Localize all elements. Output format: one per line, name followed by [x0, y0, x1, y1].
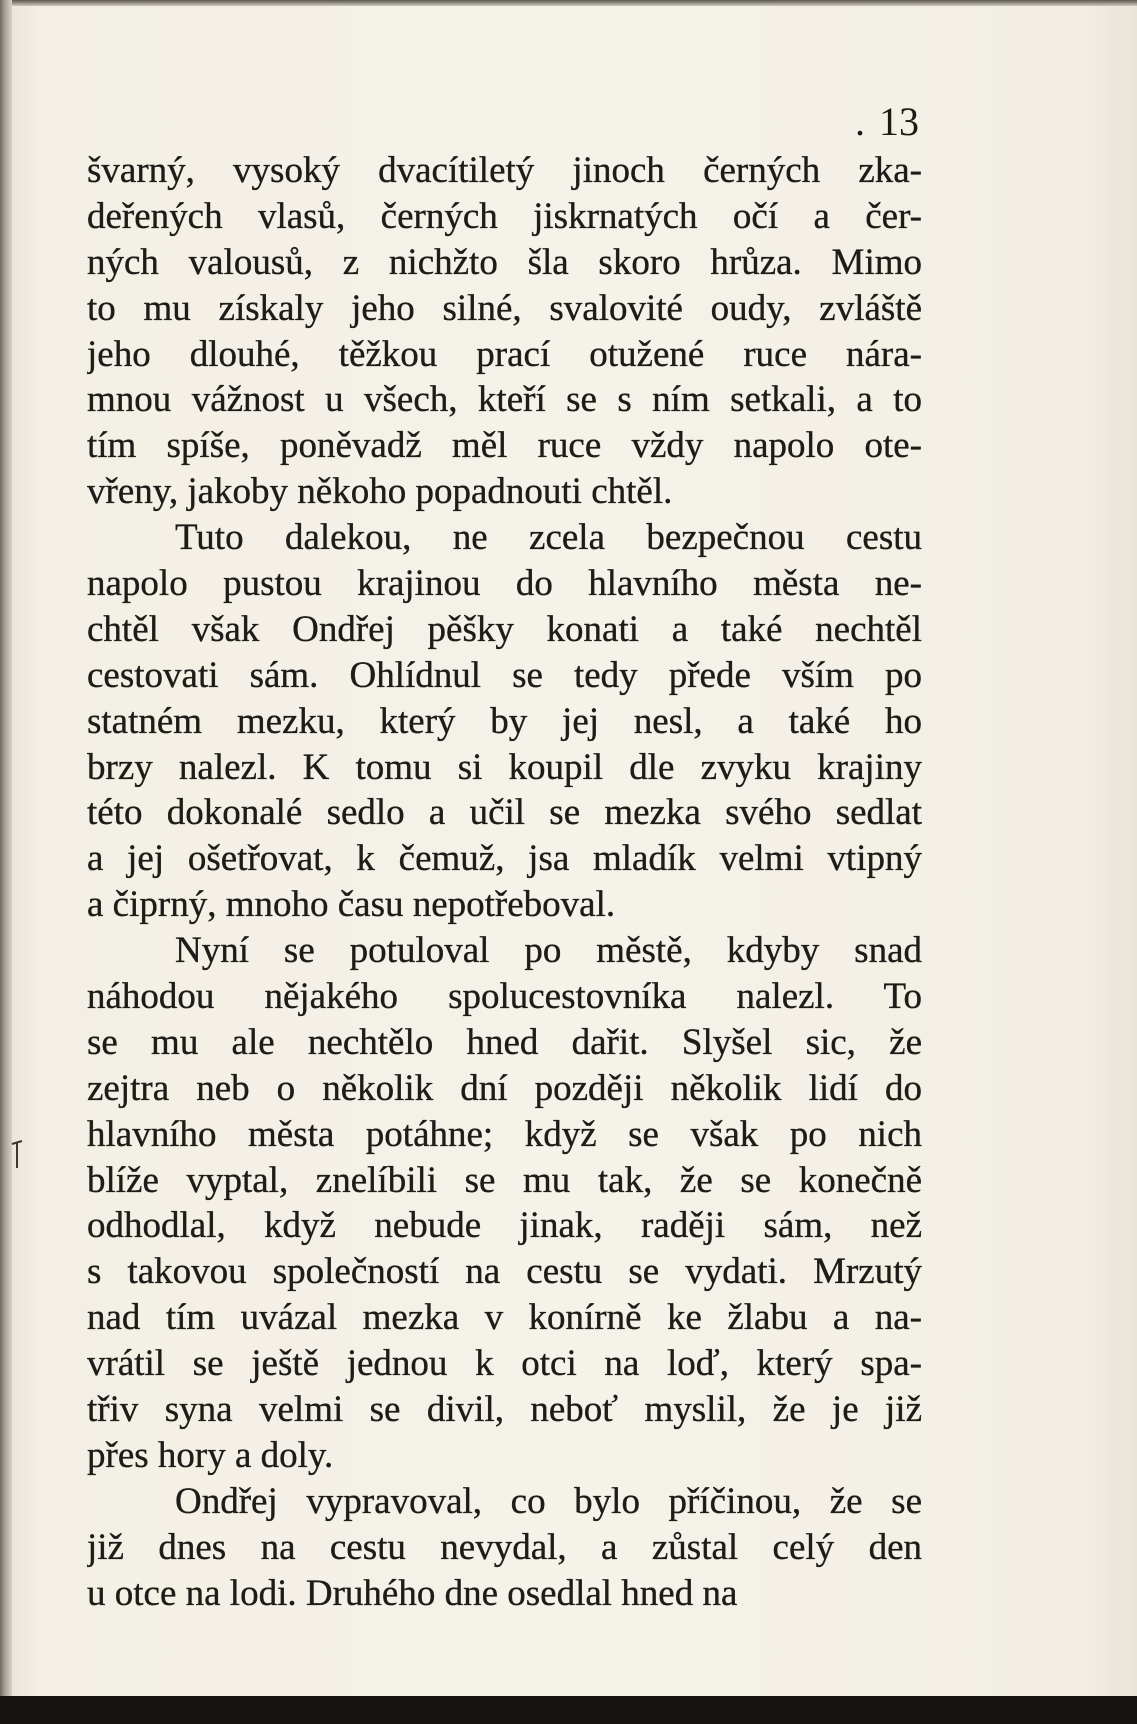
text-line: blíže vyptal, znelíbili se mu tak, že se konečně [87, 1159, 922, 1201]
text-line: statném mezku, který by jej nesl, a také ho [87, 700, 922, 742]
text-line: u otce na lodi. Druhého dne osedlal hned na [87, 1572, 738, 1614]
paragraph [87, 928, 922, 1479]
text-line: odhodlal, když nebude jinak, raději sám, než [87, 1205, 922, 1247]
text-line: nad tím uvázal mezka v konírně ke žlabu a na- [87, 1297, 922, 1339]
text-line: náhodou nějakého spolucestovníka nalezl. To [87, 976, 922, 1018]
text-line: cestovati sám. Ohlídnul se tedy přede vším po [87, 654, 922, 696]
margin-mark-icon [10, 1138, 24, 1168]
text-line: napolo pustou krajinou do hlavního města ne- [87, 563, 922, 605]
text-line: jeho dlouhé, těžkou prací otužené ruce nára- [87, 333, 922, 375]
body-text [87, 148, 922, 1617]
text-line: hlavního města potáhne; když se však po nich [87, 1113, 922, 1155]
paragraph [87, 148, 922, 515]
paragraph [87, 515, 922, 928]
text-line: již dnes na cestu nevydal, a zůstal celý den [87, 1526, 922, 1568]
text-line: vrátil se ještě jednou k otci na loď, který spa- [87, 1343, 922, 1385]
page-number-value: 13 [879, 99, 919, 144]
text-line: švarný, vysoký dvacítiletý jinoch černých zka- [87, 150, 922, 191]
text-line: třiv syna velmi se divil, neboť myslil, že je již [87, 1389, 922, 1431]
text-line: tím spíše, poněvadž měl ruce vždy napolo ote- [87, 425, 922, 467]
page-number [855, 98, 919, 145]
text-line: brzy nalezl. K tomu si koupil dle zvyku krajiny [87, 746, 922, 788]
text-line: to mu získaly jeho silné, svalovité oudy, zvláště [87, 287, 922, 329]
text-line: s takovou společností na cestu se vydati. Mrzutý [87, 1251, 922, 1293]
text-line: a čiprný, mnoho času nepotřeboval. [87, 884, 616, 926]
text-line: se mu ale nechtělo hned dařit. Slyšel sic, že [87, 1021, 922, 1063]
page-number-dot: . [855, 99, 865, 144]
text-line: ných valousů, z nichžto šla skoro hrůza. Mimo [87, 241, 922, 283]
text-line: Ondřej vypravoval, co bylo příčinou, že se [175, 1480, 922, 1522]
scan-bottom-edge [0, 1696, 1137, 1724]
text-line: této dokonalé sedlo a učil se mezka svého sedlat [87, 792, 922, 834]
text-line: Tuto dalekou, ne zcela bezpečnou cestu [175, 517, 922, 559]
text-line: přes hory a doly. [87, 1434, 334, 1476]
text-line: Nyní se potuloval po městě, kdyby snad [175, 930, 922, 972]
paragraph [87, 1479, 922, 1617]
text-line: vřeny, jakoby někoho popadnouti chtěl. [87, 471, 673, 513]
top-edge [0, 0, 1137, 6]
text-line: deřených vlasů, černých jiskrnatých očí a čer- [87, 195, 922, 237]
text-line: mnou vážnost u všech, kteří se s ním setkali, a to [87, 379, 922, 421]
text-line: zejtra neb o několik dní později několik lidí do [87, 1067, 922, 1109]
text-line: a jej ošetřovat, k čemuž, jsa mladík velmi vtipný [87, 838, 922, 880]
text-line: chtěl však Ondřej pěšky konati a také nechtěl [87, 608, 922, 650]
binding-edge [0, 0, 12, 1724]
